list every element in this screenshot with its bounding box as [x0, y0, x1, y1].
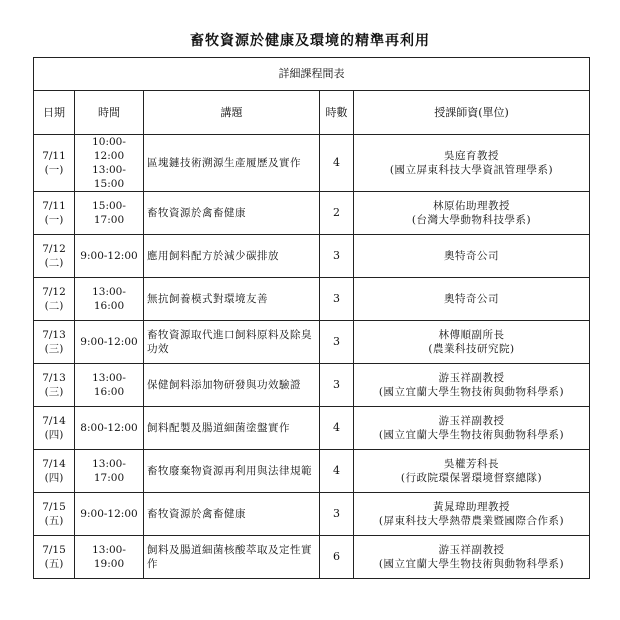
cell-time: 10:00-12:00 13:00-15:00 — [75, 135, 144, 192]
cell-instructor: 吳庭育教授 (國立屏東科技大學資訊管理學系) — [354, 135, 590, 192]
table-row — [34, 278, 590, 321]
header-date: 日期 — [34, 91, 75, 135]
table-row — [34, 192, 590, 235]
cell-instructor: 黃晁瑋助理教授 (屏東科技大學熱帶農業暨國際合作系) — [354, 493, 590, 536]
header-time: 時間 — [75, 91, 144, 135]
cell-date: 7/12 (二) — [34, 235, 75, 278]
cell-hours: 3 — [320, 364, 354, 407]
cell-hours: 4 — [320, 135, 354, 192]
course-schedule-table — [33, 57, 590, 579]
table-row — [34, 536, 590, 579]
table-row — [34, 321, 590, 364]
cell-time: 13:00-16:00 — [75, 364, 144, 407]
cell-time: 13:00-19:00 — [75, 536, 144, 579]
header-instructor: 授課師資(單位) — [354, 91, 590, 135]
cell-topic: 畜牧資源於禽畜健康 — [144, 493, 320, 536]
cell-topic: 畜牧資源於禽畜健康 — [144, 192, 320, 235]
cell-time: 13:00-17:00 — [75, 450, 144, 493]
cell-instructor: 吳權芳科長 (行政院環保署環境督察總隊) — [354, 450, 590, 493]
cell-date: 7/13 (三) — [34, 321, 75, 364]
table-row — [34, 364, 590, 407]
cell-instructor: 林原佑助理教授 (台灣大學動物科技學系) — [354, 192, 590, 235]
table-caption-row — [34, 58, 590, 91]
cell-date: 7/14 (四) — [34, 407, 75, 450]
table-header-row — [34, 91, 590, 135]
cell-time: 9:00-12:00 — [75, 493, 144, 536]
cell-date: 7/13 (三) — [34, 364, 75, 407]
table-caption: 詳細課程間表 — [34, 58, 590, 91]
cell-topic: 區塊鏈技術溯源生產履歷及實作 — [144, 135, 320, 192]
cell-time: 15:00-17:00 — [75, 192, 144, 235]
document-title: 畜牧資源於健康及環境的精準再利用 — [190, 33, 430, 49]
cell-time: 9:00-12:00 — [75, 321, 144, 364]
cell-instructor: 游玉祥副教授 (國立宜蘭大學生物技術與動物科學系) — [354, 536, 590, 579]
cell-hours: 4 — [320, 407, 354, 450]
cell-time: 13:00-16:00 — [75, 278, 144, 321]
cell-instructor: 游玉祥副教授 (國立宜蘭大學生物技術與動物科學系) — [354, 364, 590, 407]
cell-topic: 畜牧資源取代進口飼料原料及除臭功效 — [144, 321, 320, 364]
table-row — [34, 493, 590, 536]
cell-date: 7/14 (四) — [34, 450, 75, 493]
table-row — [34, 135, 590, 192]
cell-hours: 3 — [320, 235, 354, 278]
cell-instructor: 奧特奇公司 — [354, 278, 590, 321]
table-row — [34, 235, 590, 278]
table-row — [34, 407, 590, 450]
cell-date: 7/15 (五) — [34, 536, 75, 579]
cell-time: 8:00-12:00 — [75, 407, 144, 450]
header-hours: 時數 — [320, 91, 354, 135]
table-row — [34, 450, 590, 493]
cell-topic: 飼料及腸道細菌核酸萃取及定性實作 — [144, 536, 320, 579]
cell-instructor: 林傳順副所長 (農業科技研究院) — [354, 321, 590, 364]
cell-date: 7/15 (五) — [34, 493, 75, 536]
cell-time: 9:00-12:00 — [75, 235, 144, 278]
cell-hours: 3 — [320, 321, 354, 364]
cell-instructor: 游玉祥副教授 (國立宜蘭大學生物技術與動物科學系) — [354, 407, 590, 450]
cell-topic: 應用飼料配方於減少碳排放 — [144, 235, 320, 278]
cell-hours: 3 — [320, 493, 354, 536]
cell-topic: 飼料配製及腸道細菌塗盤實作 — [144, 407, 320, 450]
cell-date: 7/12 (二) — [34, 278, 75, 321]
cell-topic: 無抗飼養模式對環境友善 — [144, 278, 320, 321]
cell-instructor: 奧特奇公司 — [354, 235, 590, 278]
header-topic: 講題 — [144, 91, 320, 135]
cell-hours: 6 — [320, 536, 354, 579]
cell-topic: 畜牧廢棄物資源再利用與法律規範 — [144, 450, 320, 493]
cell-topic: 保健飼料添加物研發與功效驗證 — [144, 364, 320, 407]
cell-hours: 2 — [320, 192, 354, 235]
cell-hours: 3 — [320, 278, 354, 321]
cell-hours: 4 — [320, 450, 354, 493]
cell-date: 7/11 (一) — [34, 135, 75, 192]
cell-date: 7/11 (一) — [34, 192, 75, 235]
